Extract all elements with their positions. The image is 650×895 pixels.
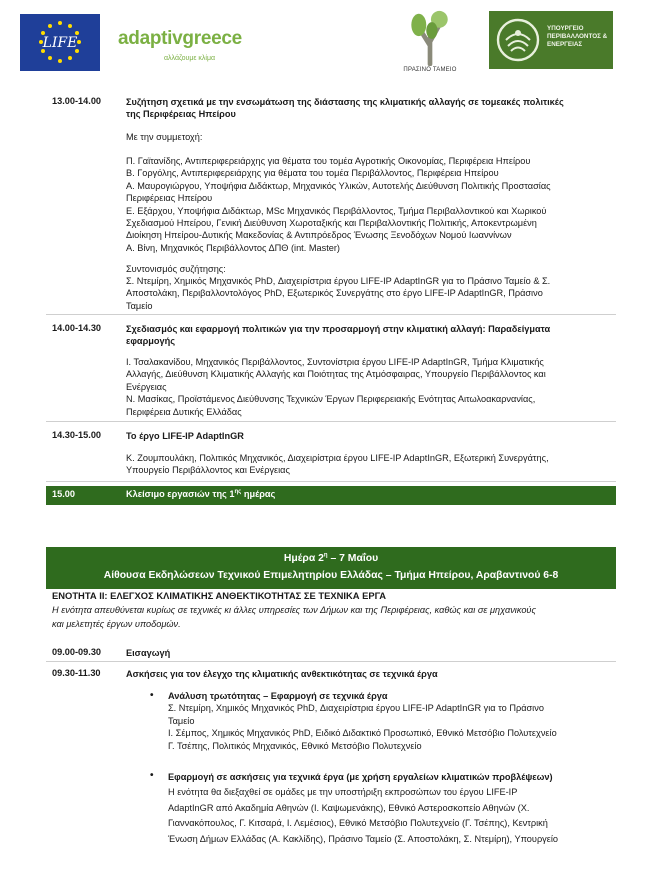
participants-list: [126, 452, 612, 477]
green-fund-label: ΠΡΑΣΙΝΟ ΤΑΜΕΙΟ: [403, 67, 457, 73]
participant-line: Υπουργείο Περιβάλλοντος και Ενέργειας: [126, 465, 290, 476]
session-title-line: της Περιφέρειας Ηπείρου: [126, 109, 236, 120]
session-time: 14.00-14.30: [52, 323, 102, 333]
day2-header: [46, 547, 616, 589]
bullet-line: Σ. Ντεμίρη, Χημικός Μηχανικός PhD, Διαχειρίστρια έργου LIFE-IP AdaptInGR για το Πράσινο: [168, 703, 544, 714]
bullet-icon: •: [150, 690, 154, 701]
session-title-line: Συζήτηση σχετικά με την ενσωμάτωση της διάστασης της κλιματικής αλλαγής σε τομεακές πολιτικές: [126, 97, 564, 107]
bullet-icon: •: [150, 770, 154, 781]
participant-line: Σχεδιασμού Ηπείρου, Γενική Διεύθυνση Χωροταξικής και Περιβαλλοντικής Πολιτικής, Αποκεντρωμένη: [126, 218, 537, 229]
session-title-line: εφαρμογής: [126, 336, 175, 347]
closing-bar: [46, 486, 616, 505]
participant-line: Β. Γοργόλης, Αντιπεριφερειάρχης για θέματα του τομέα Περιβάλλοντος, Περιφέρεια Ηπείρου: [126, 168, 499, 179]
day2-title: Ημέρα $2^\eta - 7$ Μαΐου: [283, 552, 379, 564]
day2-venue: Αίθουσα Εκδηλώσεων Τεχνικού Επιμελητηρίου Ελλάδας – Τμήμα Ηπείρου, Αραβαντινού 6-8: [103, 570, 559, 581]
adaptivgreece-tagline: αλλάζουμε κλίμα: [164, 55, 216, 62]
session-time: 09.00-09.30: [52, 647, 102, 657]
bullet-line: Ι. Σέμπος, Χημικός Μηχανικός PhD, Ειδικό Διδακτικό Προσωπικό, Εθνικό Μετσόβιο Πολυτεχνείο: [168, 728, 557, 739]
session-title-line: Σχεδιασμός και εφαρμογή πολιτικών για την προσαρμογή στην κλιματική αλλαγή: Παραδείγματα: [126, 324, 551, 334]
participant-line: Διοίκηση Ηπείρου-Δυτικής Μακεδονίας & Αντιπρόεδρος Ένωσης Ξενοδόχων Νομού Ιωαννίνων: [126, 230, 512, 241]
row-divider: [46, 421, 616, 422]
row-divider: [46, 661, 616, 662]
section-description: Η ενότητα απευθύνεται κυρίως σε τεχνικές κι άλλες υπηρεσίες των Δήμων και της Περιφέρειας, καθώς και σε μηχανικούς και μελετητές έργων υποδομών.: [52, 605, 536, 629]
ministry-label: ΥΠΟΥΡΓΕΙΟ ΠΕΡΙΒΑΛΛΟΝΤΟΣ & ΕΝΕΡΓΕΙΑΣ: [547, 25, 608, 48]
eu-life-logo: [20, 14, 100, 71]
bullet-line: Γιαννακόπουλος, Γ. Κιτσαρά, Ι. Λεμέσιος), Εθνικό Μετσόβιο Πολυτεχνείο (Γ. Τσέπης), Κεντρική: [168, 818, 548, 829]
session-title: Ασκήσεις για τον έλεγχο της κλιματικής ανθεκτικότητας σε τεχνικά έργα: [126, 669, 438, 679]
bullet-title: Εφαρμογή σε ασκήσεις για τεχνικά έργα (με χρήση εργαλείων κλιματικών προβλέψεων): [168, 772, 553, 782]
participant-line: Α. Βίνη, Μηχανικός Περιβάλλοντος ΔΠΘ (int. Master): [126, 242, 340, 253]
row-divider: [46, 314, 616, 315]
bullet-item: [168, 770, 614, 847]
coordination-label: Συντονισμός συζήτησης:: [126, 264, 226, 274]
coordinator-line: Ταμείο: [126, 300, 153, 311]
session-time: 09.30-11.30: [52, 668, 101, 678]
row-divider: [46, 481, 616, 482]
participant-line: Ν. Μασίκας, Προϊστάμενος Διεύθυνσης Τεχνικών Έργων Περιφερειακής Ενότητας Αιτωλοακαρνανίας,: [126, 394, 536, 405]
participant-line: Κ. Ζουμπουλάκη, Πολιτικός Μηχανικός, Διαχειρίστρια έργου LIFE-IP AdaptInGR, Εξωτερική Συνεργάτης,: [126, 453, 549, 463]
participant-line: Περιφέρειας Ηπείρου: [126, 193, 213, 204]
bullet-line: Η ενότητα θα διεξαχθεί σε ομάδες με την υποστήριξη εκπροσώπων του έργου LIFE-IP: [168, 787, 518, 798]
participant-line: Ι. Τσαλακανίδου, Μηχανικός Περιβάλλοντος, Συντονίστρια έργου LIFE-IP AdaptInGR, Τμήμα Κλιματικής: [126, 357, 544, 367]
bullet-line: Ένωση Δήμων Ελλάδας (Α. Κακλίδης), Πράσινο Ταμείο (Σ. Αποστολάκη, Σ. Ντεμίρη), Υπουργείο: [168, 833, 559, 844]
participants-label: Με την συμμετοχή:: [126, 132, 203, 142]
bullet-title: Ανάλυση τρωτότητας – Εφαρμογή σε τεχνικά έργα: [168, 691, 388, 701]
participant-line: Ε. Εξάρχου, Υποψήφια Διδάκτωρ, MSc Μηχανικός Περιβάλλοντος, Τμήμα Περιβαλλοντικού και Χωρικού: [126, 205, 547, 216]
participant-line: Π. Γαϊτανίδης, Αντιπεριφερειάρχης για θέματα του τομέα Αγροτικής Οικονομίας, Περιφέρεια Ηπείρου: [126, 156, 531, 166]
session-title: Εισαγωγή: [126, 648, 171, 658]
participant-line: Περιφέρεια Δυτικής Ελλάδας: [126, 406, 242, 417]
session-title: Το έργο LIFE-IP AdaptInGR: [126, 431, 244, 441]
closing-text: Κλείσιμο εργασιών της $1^{\eta\varsigma}$ ημέρας: [126, 488, 276, 499]
ministry-emblem-icon: [495, 17, 541, 63]
participant-line: Αλλαγής, Διεύθυνση Κλιματικής Αλλαγής και Ποιότητας της Ατμόσφαιρας, Υπουργείο Περιβάλλοντος και: [126, 369, 546, 380]
coordination-list: [126, 275, 612, 312]
session-time: 13.00-14.00: [52, 96, 102, 106]
adaptivgreece-logo: adaptivgreece: [118, 28, 242, 49]
closing-time: 15.00: [52, 489, 75, 499]
participants-list: [126, 155, 612, 254]
bullet-line: Ταμείο: [168, 715, 195, 726]
life-wordmark: LIFE: [42, 35, 78, 51]
session-block: [126, 96, 612, 121]
participants-list: [126, 356, 612, 418]
coordinator-line: Σ. Ντεμίρη, Χημικός Μηχανικός PhD, Διαχειρίστρια έργου LIFE-IP AdaptInGR για το Πράσινο Ταμείο & Σ.: [126, 276, 551, 286]
bullet-line: Γ. Τσέπης, Πολιτικός Μηχανικός, Εθνικό Μετσόβιο Πολυτεχνείο: [168, 740, 422, 751]
ministry-logo: [489, 11, 613, 69]
session-block: [126, 323, 612, 348]
coordinator-line: Αποστολάκη, Περιβαλλοντολόγος PhD, Εξωτερικός Συνεργάτης στο έργο LIFE-IP AdaptInGR, Πράσινο: [126, 288, 543, 299]
participant-line: Ενέργειας: [126, 381, 167, 392]
bullet-line: AdaptInGR από Ακαδημία Αθηνών (Ι. Καψωμενάκης), Εθνικό Αστεροσκοπείο Αθηνών (Χ.: [168, 802, 530, 813]
session-time: 14.30-15.00: [52, 430, 102, 440]
section-title: ΕΝΟΤΗΤΑ ΙΙ: ΕΛΕΓΧΟΣ ΚΛΙΜΑΤΙΚΗΣ ΑΝΘΕΚΤΙΚΟΤΗΤΑΣ ΣΕ ΤΕΧΝΙΚΑ ΕΡΓΑ: [52, 590, 386, 601]
participant-line: Α. Μαυρογιώργου, Υποψήφια Διδάκτωρ, Μηχανικός Υλικών, Αυτοτελής Διεύθυνση Πολιτικής Προστασίας: [126, 180, 551, 191]
bullet-item: [168, 690, 614, 752]
